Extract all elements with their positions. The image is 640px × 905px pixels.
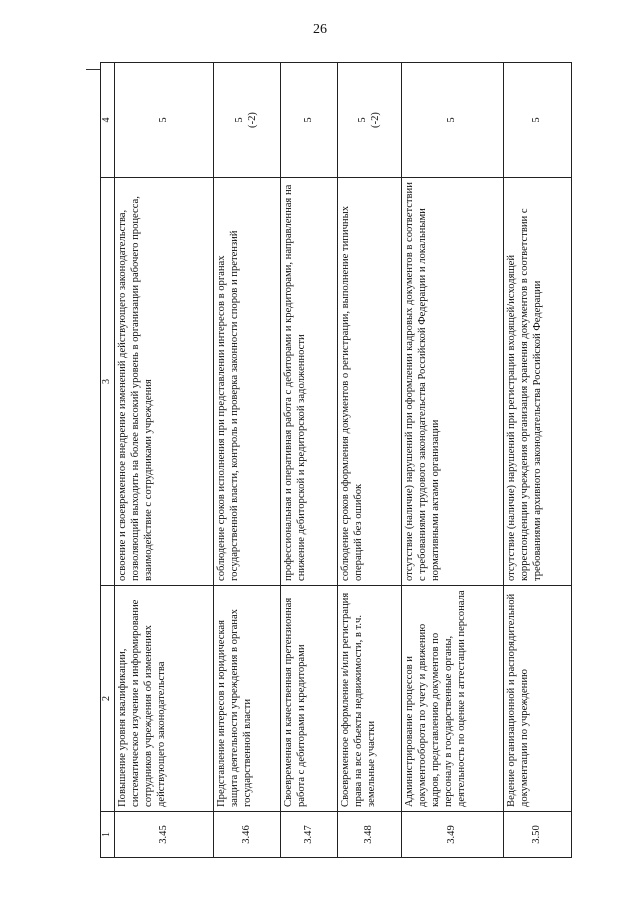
margin-mark bbox=[86, 69, 100, 70]
header-cell-2: 2 bbox=[101, 586, 115, 812]
row-number: 3.48 bbox=[338, 812, 402, 858]
row-indicator: Своевременное оформление и/или регистрация права на все объекты недвижимости, в т.ч. земельные участки bbox=[338, 586, 402, 812]
row-criteria: соблюдение сроков исполнения при представлении интересов в органах государственной власти, контроль и проверка законности споров и претензий bbox=[214, 178, 281, 586]
row-number: 3.46 bbox=[214, 812, 281, 858]
table-header-row bbox=[101, 63, 115, 858]
table-row bbox=[281, 63, 338, 858]
row-criteria: освоение и своевременное внедрение изменений действующего законодательства, позволяющий выходить на более высокий уровень в организации рабочего процесса, взаимодействие с сотрудниками учреждения bbox=[115, 178, 214, 586]
score-value: 5 bbox=[157, 117, 169, 123]
row-score bbox=[504, 63, 572, 178]
score-value: 5 bbox=[302, 117, 314, 123]
header-cell-3: 3 bbox=[101, 178, 115, 586]
row-indicator: Ведение организационной и распорядительной документации по учреждению bbox=[504, 586, 572, 812]
table-row bbox=[338, 63, 402, 858]
row-criteria: соблюдение сроков оформления документов о регистрации, выполнение типичных операций без ошибок bbox=[338, 178, 402, 586]
score-value: 5 bbox=[234, 117, 246, 123]
header-cell-4: 4 bbox=[101, 63, 115, 178]
score-penalty: (-2) bbox=[369, 112, 381, 128]
row-number: 3.45 bbox=[115, 812, 214, 858]
row-criteria: профессиональная и оперативная работа с дебиторами и кредиторами, направленная на снижение дебиторской и кредиторской задолженности bbox=[281, 178, 338, 586]
row-score bbox=[115, 63, 214, 178]
score-value: 5 bbox=[356, 117, 368, 123]
rotated-table-area bbox=[100, 63, 570, 858]
row-indicator: Своевременная и качественная претензионная работа с дебиторами и кредиторами bbox=[281, 586, 338, 812]
row-criteria: отсутствие (наличие) нарушений при оформлении кадровых документов в соответствии с требованиями трудового законодательства Российской Федерации и локальными нормативными актами организации bbox=[402, 178, 504, 586]
row-indicator: Представление интересов и юридическая защита деятельности учреждения в органах государственной власти bbox=[214, 586, 281, 812]
row-number: 3.49 bbox=[402, 812, 504, 858]
table-row bbox=[504, 63, 572, 858]
row-number: 3.47 bbox=[281, 812, 338, 858]
row-score bbox=[281, 63, 338, 178]
criteria-table bbox=[100, 62, 572, 858]
table-row bbox=[115, 63, 214, 858]
score-value: 5 bbox=[531, 117, 543, 123]
page-number: 26 bbox=[313, 22, 327, 37]
score-penalty: (-2) bbox=[247, 112, 258, 128]
row-score bbox=[402, 63, 504, 178]
row-number: 3.50 bbox=[504, 812, 572, 858]
row-criteria: отсутствие (наличие) нарушений при регистрации входящей/исходящей корреспонденции учреждения организация хранения документов в соответствии с требованиями архивного законодательства Российской Федерации bbox=[504, 178, 572, 586]
row-score bbox=[338, 63, 402, 178]
rotated-table-container bbox=[100, 63, 570, 858]
row-indicator: Администрирование процессов и документооборота по учету и движению кадров, представлению документов по персоналу в государственные органы, деятельность по оценке и аттестации персонала bbox=[402, 586, 504, 812]
row-score bbox=[214, 63, 281, 178]
table-row bbox=[402, 63, 504, 858]
row-indicator: Повышение уровня квалификации, систематическое изучение и информирование сотрудников учреждения об изменениях действующего законодательства bbox=[115, 586, 214, 812]
score-value: 5 bbox=[446, 117, 458, 123]
header-cell-1: 1 bbox=[101, 812, 115, 858]
table-row bbox=[214, 63, 281, 858]
